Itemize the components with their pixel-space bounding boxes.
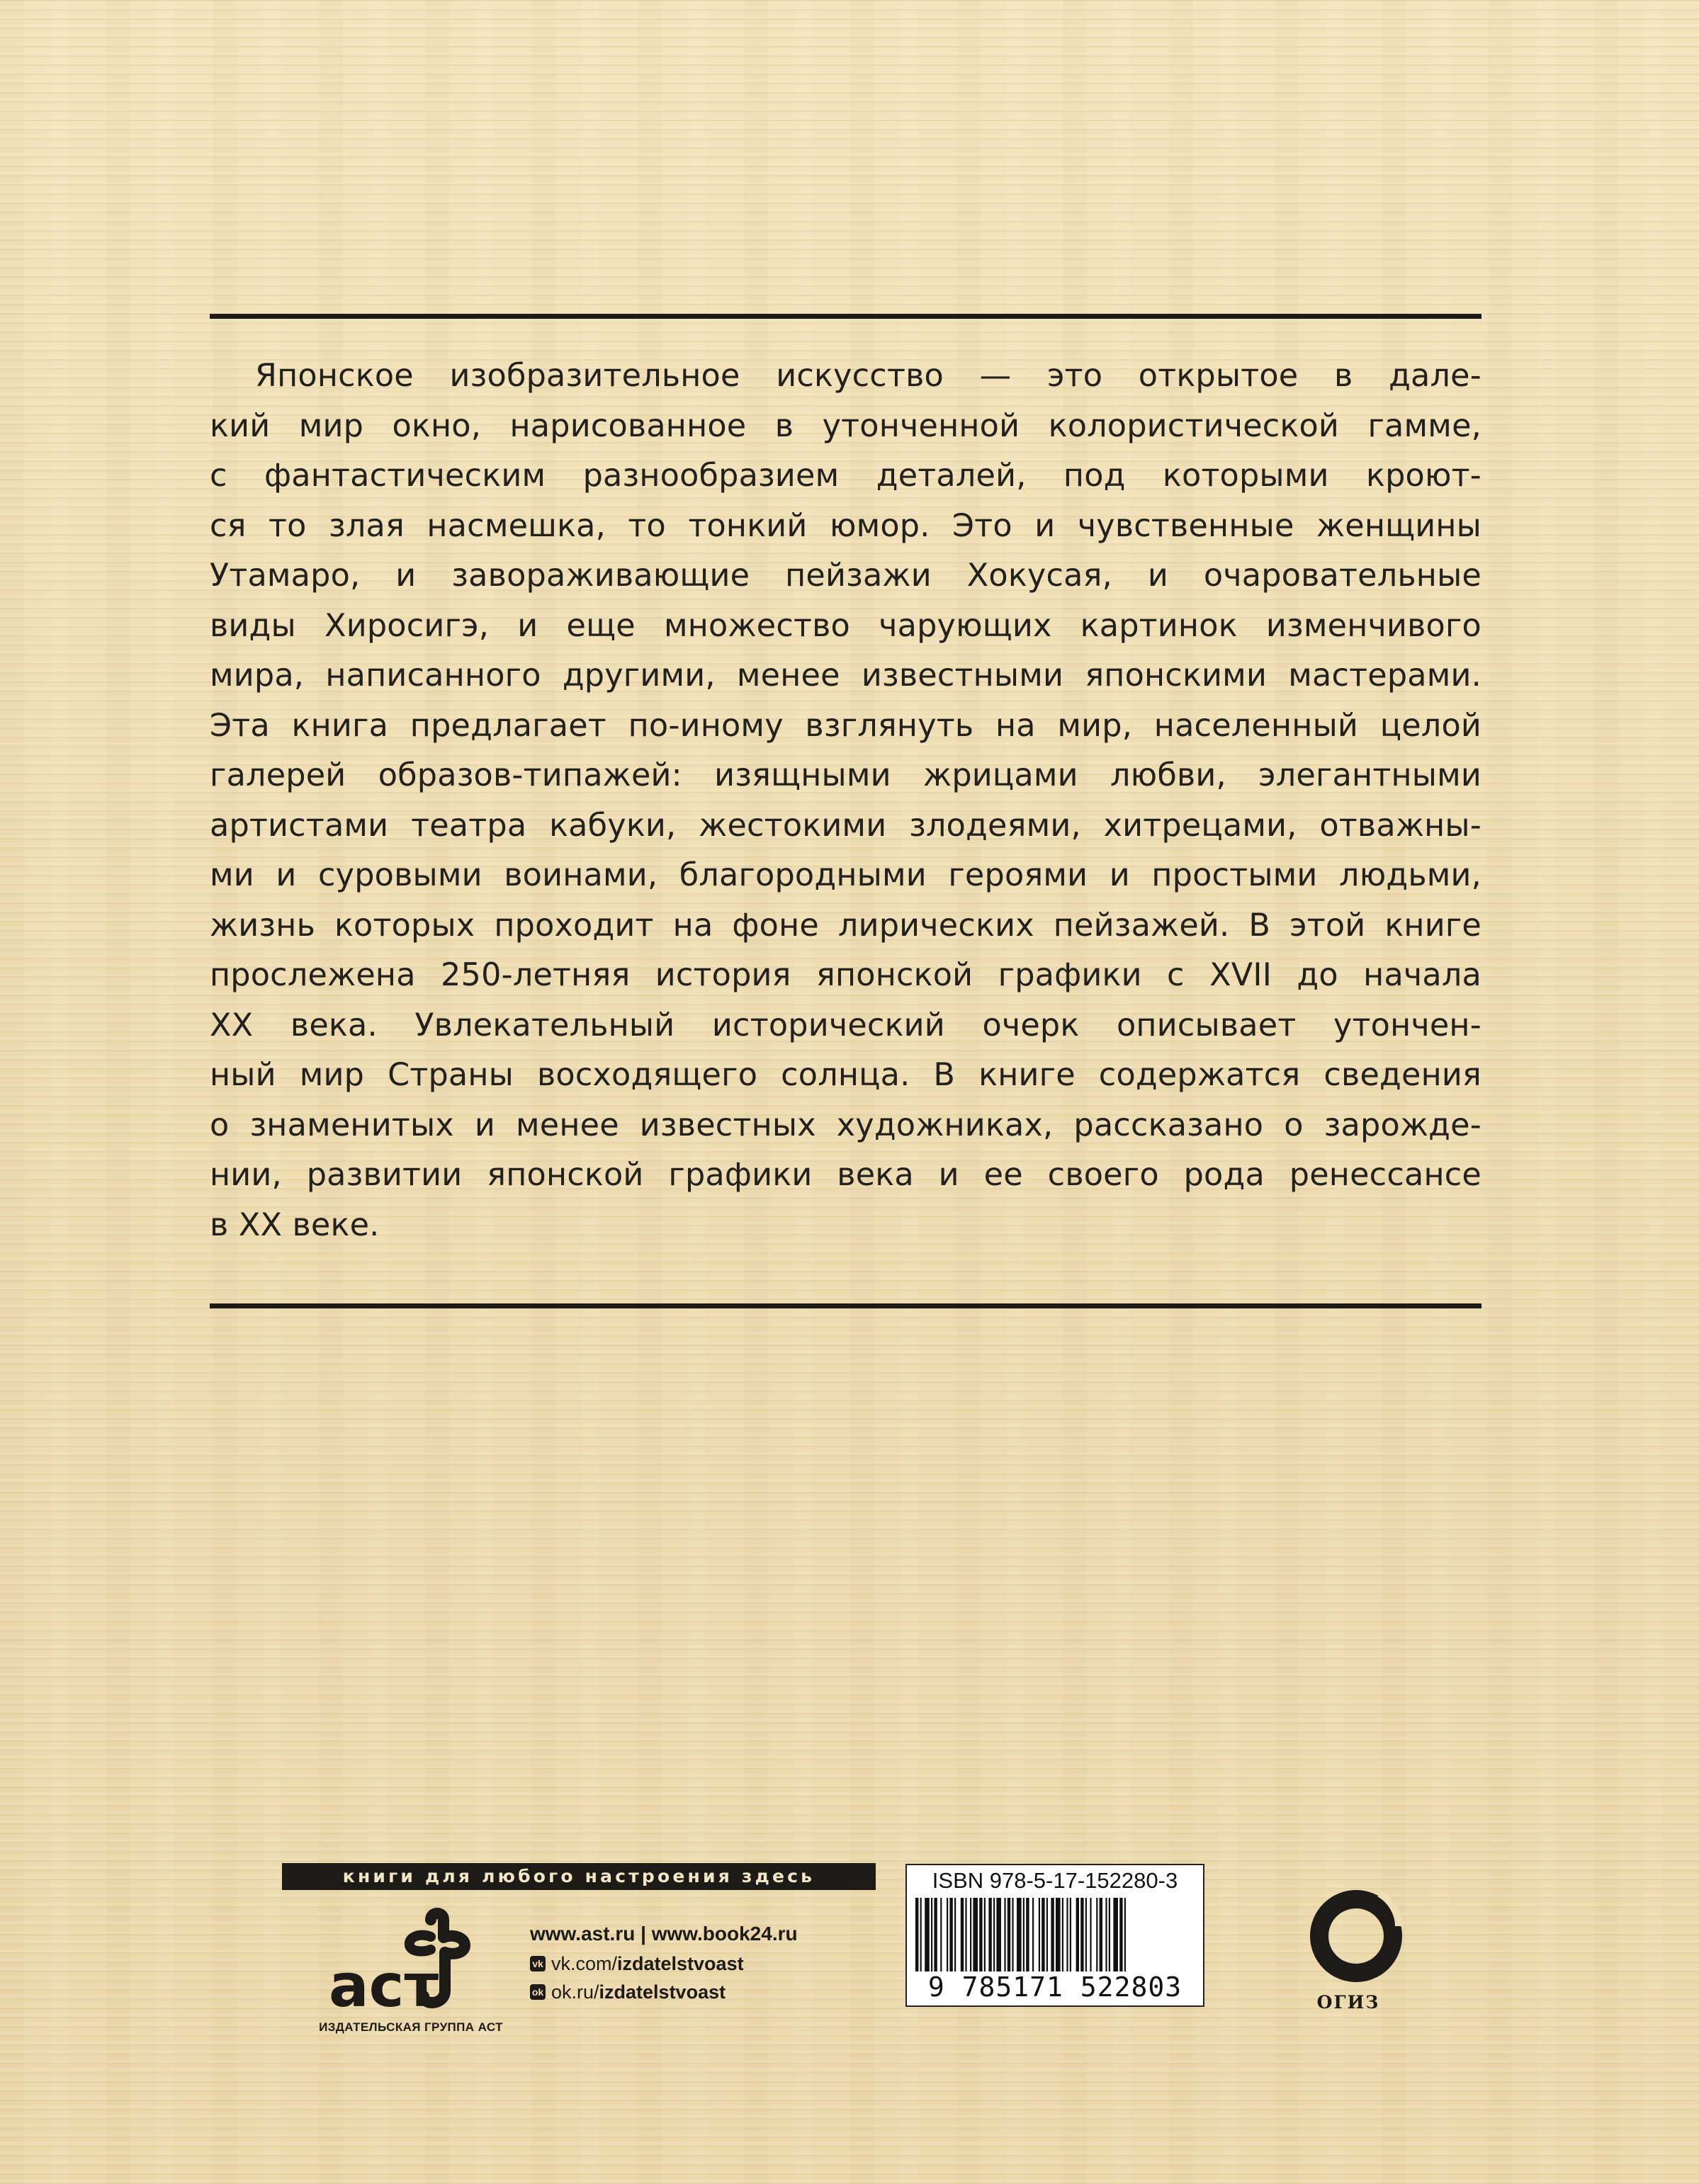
ok-link-handle[interactable]: izdatelstvoast [599, 1981, 726, 2003]
ok-link-prefix[interactable]: ok.ru/ [551, 1981, 599, 2003]
barcode-icon [915, 1898, 1195, 1971]
barcode-bar [1113, 1898, 1118, 1971]
blurb-line: о знаменитых и менее известных художниках, рассказано о зарожде- [210, 1107, 1481, 1143]
barcode-bar [1042, 1898, 1044, 1971]
barcode-bar [1007, 1898, 1010, 1971]
barcode-bar [934, 1898, 937, 1971]
barcode-bar [1032, 1898, 1034, 1971]
blurb-line: прослежена 250-летняя история японской графики с XVII до начала [210, 957, 1481, 993]
barcode-bar [1017, 1898, 1022, 1971]
ogiz-ring-logo-icon [1305, 1879, 1411, 1989]
ok-link[interactable] [530, 1978, 798, 2006]
blurb-line: ми и суровыми воинами, благородными героями и простыми людьми, [210, 857, 1481, 893]
barcode-bar [973, 1898, 978, 1971]
barcode-bar [1051, 1898, 1054, 1971]
barcode-bar [1109, 1898, 1110, 1971]
barcode-bar [1076, 1898, 1079, 1971]
blurb-line: Утамаро, и завораживающие пейзажи Хокусая, и очаровательные [210, 558, 1481, 594]
barcode-bar [949, 1898, 952, 1971]
bottom-rule [210, 1303, 1481, 1308]
barcode-bar [1056, 1898, 1061, 1971]
blurb-line: ся то злая насмешка, то тонкий юмор. Это и чувственные женщины [210, 507, 1481, 544]
publisher-caption: ИЗДАТЕЛЬСКАЯ ГРУППА АСТ [319, 2020, 503, 2034]
barcode-bar [931, 1898, 932, 1971]
barcode-bar [1039, 1898, 1040, 1971]
barcode-bar [1046, 1898, 1048, 1971]
blurb-line: ный мир Страны восходящего солнца. В книге содержатся сведения [210, 1057, 1481, 1093]
blurb-line: Эта книга предлагает по-иному взглянуть на мир, населенный целой [210, 707, 1481, 744]
vk-link-handle[interactable]: izdatelstvoast [617, 1952, 744, 1974]
barcode-bar [1066, 1898, 1068, 1971]
barcode-bar [947, 1898, 948, 1971]
vk-icon: vk [530, 1956, 546, 1971]
barcode-bar [988, 1898, 991, 1971]
barcode-bar [915, 1898, 918, 1971]
barcode-bar [979, 1898, 982, 1971]
barcode-bar [965, 1898, 966, 1971]
cover-blurb [210, 351, 1481, 1250]
barcode-bar [996, 1898, 1001, 1971]
website-links[interactable] [530, 1918, 798, 1950]
blurb-line: XX века. Увлекательный исторический очерк описывает утончен- [210, 1007, 1481, 1043]
isbn-barcode-block [905, 1864, 1204, 2007]
barcode-bar [954, 1898, 956, 1971]
barcode-bar [1100, 1898, 1102, 1971]
barcode-bar [993, 1898, 995, 1971]
imprint-name: ОГИЗ [1316, 1992, 1380, 2013]
blurb-line: с фантастическим разнообразием деталей, под которыми кроют- [210, 458, 1481, 494]
barcode-bar [1023, 1898, 1025, 1971]
isbn-digits: 9 785171 522803 [927, 1971, 1182, 2003]
barcode-bar [961, 1898, 964, 1971]
barcode-bar [984, 1898, 986, 1971]
odnoklassniki-icon: ok [530, 1984, 546, 2000]
blurb-line: галерей образов-типажей: изящными жрицами любви, элегантными [210, 757, 1481, 793]
vk-link[interactable] [530, 1950, 798, 1978]
barcode-bar [1070, 1898, 1071, 1971]
barcode-bar [1119, 1898, 1122, 1971]
barcode-bar [1004, 1898, 1005, 1971]
vk-link-prefix[interactable]: vk.com/ [551, 1952, 618, 1974]
ast-logo-text: аст [329, 1951, 439, 2019]
isbn-label: ISBN 978-5-17-152280-3 [932, 1868, 1178, 1893]
barcode-bar [1124, 1898, 1126, 1971]
publisher-tagline: книги для любого настроения здесь [282, 1863, 876, 1890]
blurb-line: виды Хиросигэ, и еще множество чарующих картинок изменчивого [210, 607, 1481, 644]
barcode-bar [1012, 1898, 1013, 1971]
barcode-bar [970, 1898, 971, 1971]
blurb-line: кий мир окно, нарисованное в утонченной колористической гамме, [210, 407, 1481, 444]
publisher-links [530, 1918, 798, 2006]
barcode-bar [1080, 1898, 1083, 1971]
barcode-bar [1105, 1898, 1107, 1971]
barcode-bar [1090, 1898, 1091, 1971]
top-rule [210, 314, 1481, 319]
blurb-line: в XX веке. [210, 1206, 380, 1243]
website-links-text[interactable]: www.ast.ru | www.book24.ru [530, 1923, 798, 1945]
blurb-line: артистами театра кабуки, жестокими злодеями, хитрецами, отважны- [210, 807, 1481, 844]
blurb-line: жизнь которых проходит на фоне лирических пейзажей. В этой книге [210, 907, 1481, 944]
barcode-bar [925, 1898, 930, 1971]
blurb-line: мира, написанного другими, менее известными японскими мастерами. [210, 657, 1481, 694]
ast-logo-icon [324, 1906, 480, 2019]
barcode-bar [1062, 1898, 1063, 1971]
barcode-bar [940, 1898, 942, 1971]
barcode-bar [1085, 1898, 1087, 1971]
barcode-bar [920, 1898, 922, 1971]
blurb-line: Японское изобразительное искусство — это открытое в дале- [255, 358, 1481, 394]
barcode-bar [1026, 1898, 1029, 1971]
blurb-line: нии, развитии японской графики века и ее своего рода ренессансе [210, 1157, 1481, 1193]
barcode-bar [1096, 1898, 1097, 1971]
